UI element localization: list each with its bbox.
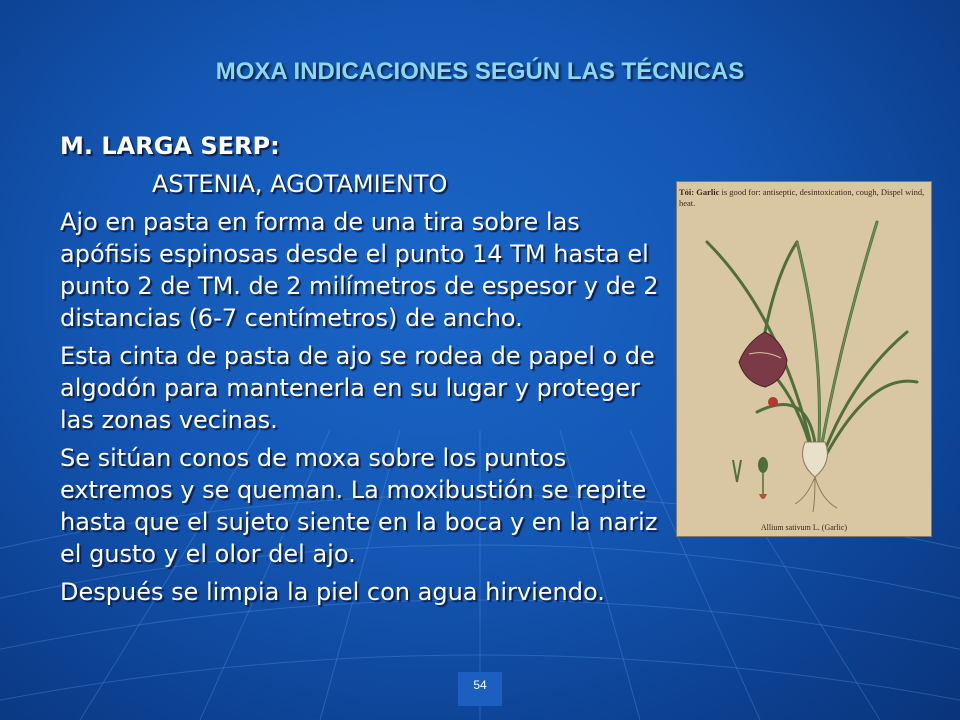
slide-body bbox=[60, 130, 660, 614]
paragraph-1: Ajo en pasta en forma de una tira sobre las apófisis espinosas desde el punto 14 TM hasta el punto 2 de TM. de 2 milímetros de espesor y de 2 distancias (6-7 centímetros) de ancho. bbox=[60, 208, 659, 332]
slide-title: MOXA INDICACIONES SEGÚN LAS TÉCNICAS bbox=[215, 58, 745, 85]
paragraph-4: Después se limpia la piel con agua hirviendo. bbox=[60, 578, 605, 606]
section-subheading: ASTENIA, AGOTAMIENTO bbox=[152, 170, 448, 198]
figure-caption-bottom: Allium sativum L. (Garlic) bbox=[760, 523, 848, 532]
caption-top-bold: Tỏi: Garlic bbox=[679, 187, 720, 197]
garlic-plant-drawing bbox=[677, 182, 931, 536]
page-number: 54 bbox=[458, 672, 502, 706]
section-heading: M. LARGA SERP: bbox=[60, 132, 280, 160]
garlic-illustration bbox=[677, 182, 931, 536]
paragraph-2: Esta cinta de pasta de ajo se rodea de papel o de algodón para mantenerla en su lugar y proteger las zonas vecinas. bbox=[60, 342, 655, 434]
paragraph-3: Se sitúan conos de moxa sobre los puntos extremos y se queman. La moxibustión se repite hasta que el sujeto siente en la boca y en la nariz el gusto y el olor del ajo. bbox=[60, 444, 658, 568]
caption-top-text: is good for: antiseptic, desintoxication, cough, Dispel wind, heat. bbox=[679, 187, 925, 208]
